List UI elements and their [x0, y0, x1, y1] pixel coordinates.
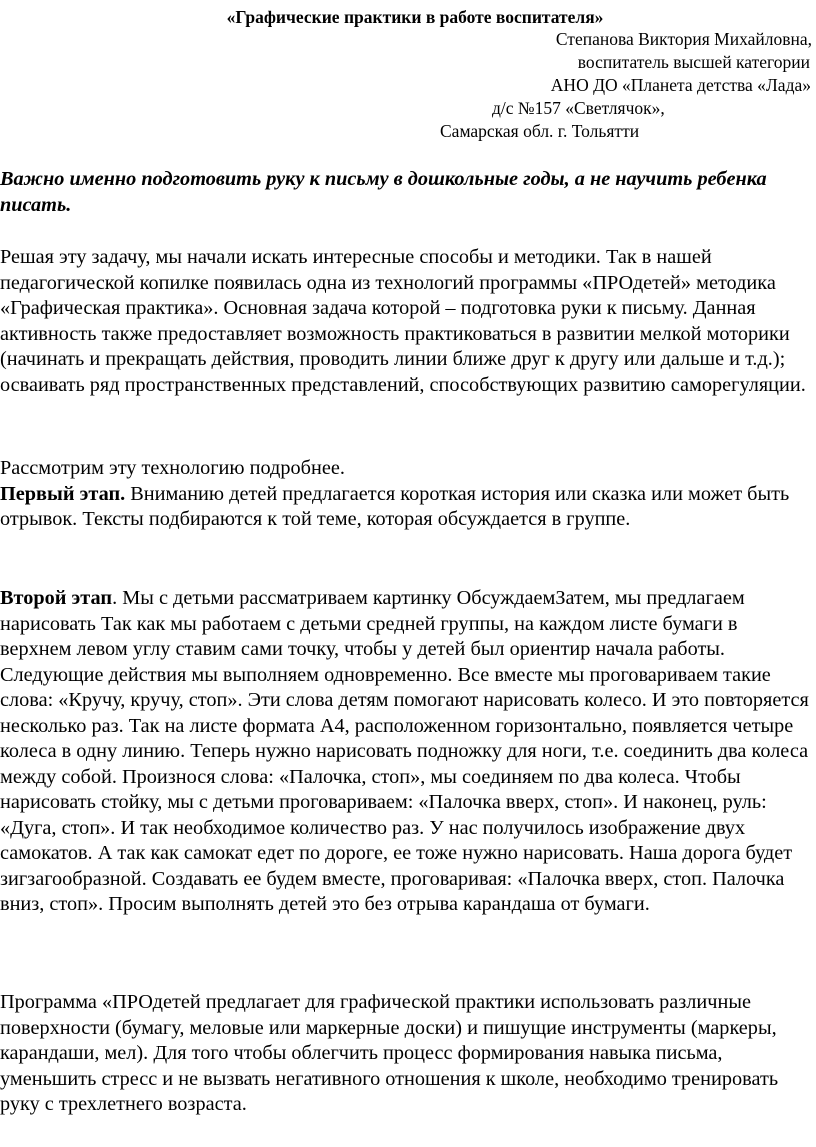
paragraph-program-text: Программа «ПРОдетей предлагает для графической практики использовать различные поверхности (бумагу, меловые или маркерные доски) и пишущие инструменты (маркеры, карандаши, мел). Для того чтобы облегчить процесс формирования навыка письма, уменьшить стресс и не вызвать негативного отношения к школе, необходимо тренировать руку с трехлетнего возраста.	[0, 991, 779, 1115]
paragraph-stage-one	[0, 456, 812, 533]
author-kindergarten: д/с №157 «Светлячок»,	[492, 98, 665, 118]
stage-two-paragraph	[0, 586, 812, 918]
stage-two-text: . Мы с детьми рассматриваем картинку ОбсуждаемЗатем, мы предлагаем нарисовать Так как мы работаем с детьми средней группы, на каждом листе бумаги в верхнем левом углу ставим сами точку, чтобы у детей был ориентир начала работы. Следующие действия мы выполняем одновременно. Все вместе мы проговариваем такие слова: «Кручу, кручу, стоп». Эти слова детям помогают нарисовать колесо. И это повторяется несколько раз. Так на листе формата А4, расположенном горизонтально, появляется четыре колеса в одну линию. Теперь нужно нарисовать подножку для ноги, т.е. соединить два колеса между собой. Произнося слова: «Палочка, стоп», мы соединяем по два колеса. Чтобы нарисовать стойку, мы с детьми проговариваем: «Палочка вверх, стоп». И наконец, руль: «Дуга, стоп». И так необходимое количество раз. У нас получилось изображение двух самокатов. А так как самокат едет по дороге, ее тоже нужно нарисовать. Наша дорога будет зигзагообразной. Создавать ее будем вместе, проговаривая: «Палочка вверх, стоп. Палочка вниз, стоп». Просим выполнять детей это без отрыва карандаша от бумаги.	[0, 587, 809, 915]
paragraph-overview-text: Рассмотрим эту технологию подробнее.	[0, 457, 345, 479]
author-name: Степанова Виктория Михайловна,	[555, 29, 812, 49]
author-position: воспитатель высшей категории	[577, 52, 810, 72]
stage-one-text: Вниманию детей предлагается короткая история или сказка или может быть отрывок. Тексты подбираются к той теме, которая обсуждается в группе.	[0, 482, 790, 530]
paragraph-program	[0, 990, 812, 1118]
stage-two-label: Второй этап	[0, 587, 113, 609]
document-title: «Графические практики в работе воспитателя»	[226, 7, 604, 27]
author-organization: АНО ДО «Планета детства «Лада»	[550, 75, 811, 95]
lead-text: Важно именно подготовить руку к письму в дошкольные годы, а не научить ребенка писать.	[0, 168, 767, 216]
paragraph-intro-text: Решая эту задачу, мы начали искать интересные способы и методики. Так в нашей педагогической копилке появилась одна из технологий программы «ПРОдетей» методика «Графическая практика». Основная задача которой – подготовка руки к письму. Данная активность также предоставляет возможность практиковаться в развитии мелкой моторики (начинать и прекращать действия, проводить линии ближе друг к другу или дальше и т.д.); осваивать ряд пространственных представлений, способствующих развитию саморегуляции.	[0, 246, 806, 396]
paragraph-stage-two	[0, 586, 812, 918]
stage-one-label: Первый этап.	[0, 482, 126, 505]
paragraph-intro	[0, 245, 812, 398]
stage-one-paragraph	[0, 482, 812, 533]
lead-statement	[0, 167, 812, 218]
author-location: Самарская обл. г. Тольятти	[440, 121, 640, 141]
